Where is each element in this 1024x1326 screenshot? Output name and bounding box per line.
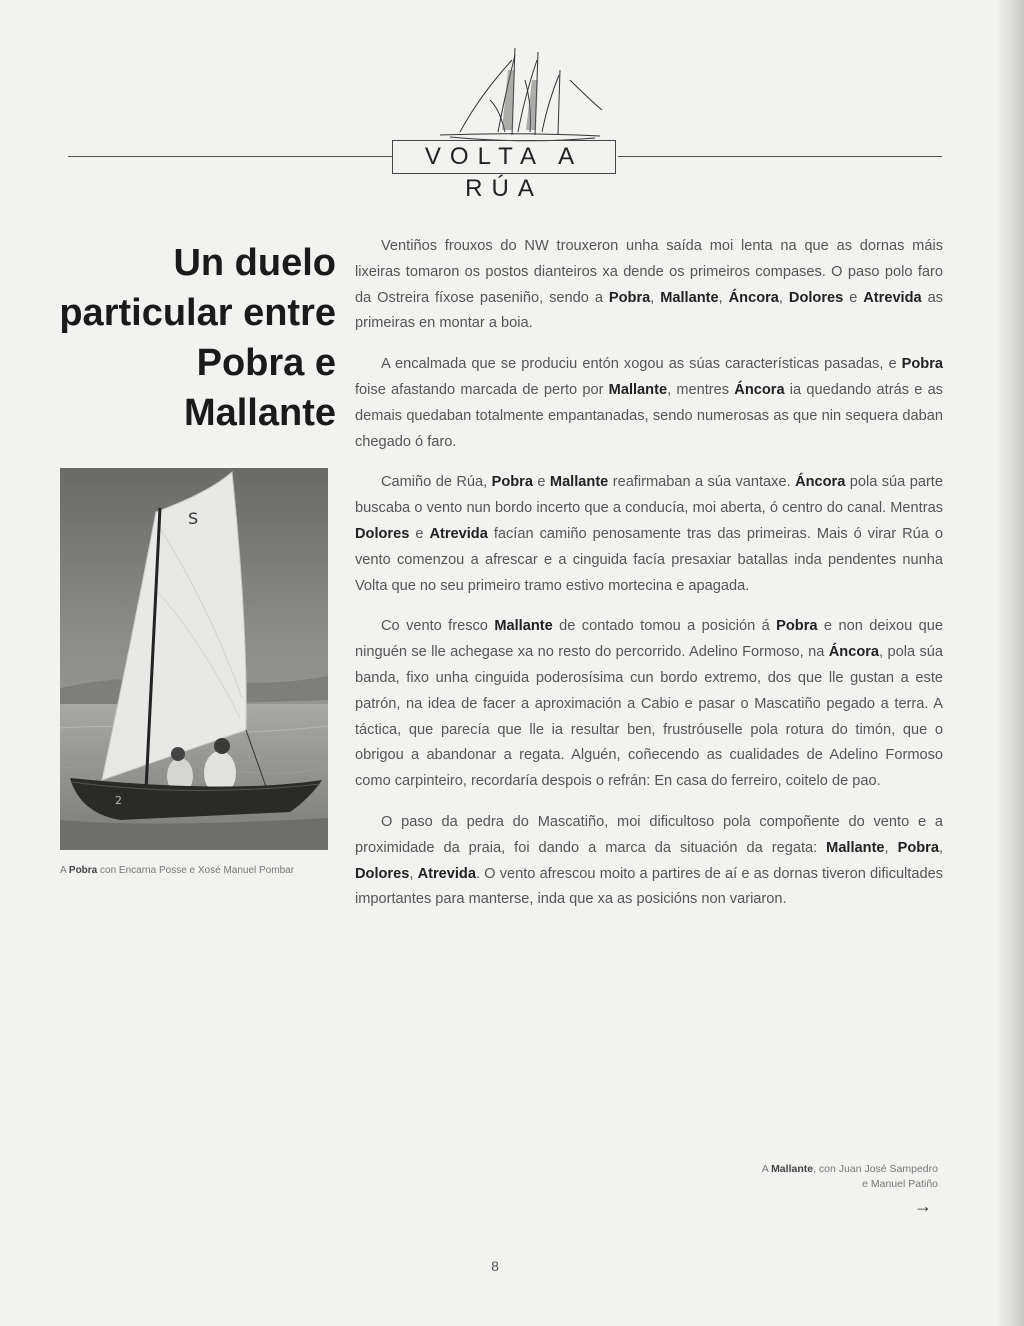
caption-prefix: A xyxy=(761,1163,769,1175)
boat-name: Dolores xyxy=(355,525,410,542)
paragraph-text: e xyxy=(409,525,430,542)
paragraph-text: . O vento afrescou moito a partires de aí e as dornas tiveron dificultades importantes para manterse, inda que xa as posicións non variaron. xyxy=(355,865,944,908)
paragraph-text: foise afastando marcada de perto por xyxy=(355,381,609,398)
paragraph-text: , xyxy=(718,289,729,306)
article-body xyxy=(355,234,943,928)
header-rule-right xyxy=(618,156,942,157)
paragraph-text: , xyxy=(409,865,418,882)
boat-name: Mallante xyxy=(608,381,668,398)
boat-name: Pobra xyxy=(776,618,818,635)
boat-name: Pobra xyxy=(897,839,939,856)
paragraph-text: , xyxy=(884,839,898,856)
paragraph-text: Camiño de Rúa, xyxy=(381,474,492,491)
boat-name: Mallante xyxy=(549,474,609,491)
paragraph-text: , xyxy=(778,289,789,306)
article-paragraph xyxy=(355,614,943,795)
article-paragraph xyxy=(355,234,943,337)
boat-name: Áncora xyxy=(828,644,880,661)
paragraph-text: Co vento fresco xyxy=(381,618,495,635)
boat-name: Mallante xyxy=(826,839,885,856)
paragraph-text: de contado tomou a posición á xyxy=(552,618,777,635)
boat-name: Dolores xyxy=(355,865,410,882)
header-rule-left xyxy=(68,156,392,157)
boat-name: Pobra xyxy=(491,474,533,491)
paragraph-text: , xyxy=(650,289,661,306)
photo-caption-prefix: A xyxy=(60,865,67,876)
boat-name: Dolores xyxy=(788,289,844,306)
boat-name: Atrevida xyxy=(863,289,922,306)
sailboat-logo-icon xyxy=(420,40,620,150)
paragraph-text: , mentres xyxy=(667,381,735,398)
paragraph-text: , xyxy=(938,839,944,856)
arrow-right-icon: → xyxy=(914,1196,932,1216)
boat-name: Mallante xyxy=(660,289,719,306)
boat-name: Atrevida xyxy=(417,865,476,882)
article-paragraph xyxy=(355,470,943,599)
paragraph-text: e xyxy=(843,289,864,306)
headline-line: Un duelo xyxy=(173,242,336,284)
paragraph-text: e non deixou que ninguén se lle achegase xa no resto do percorrido. Adelino Formoso, na xyxy=(355,618,943,661)
boat-name: Áncora xyxy=(728,289,779,306)
photo-caption-boat: Pobra xyxy=(68,865,98,876)
page-edge-shadow xyxy=(998,0,1024,1326)
photo-caption xyxy=(60,864,322,878)
paragraph-text: Ventiños frouxos do NW trouxeron unha saída moi lenta na que as dornas máis lixeiras tomaron os postos dianteiros xa dende os primeiros compases. O paso polo faro da Ostreira fíxose paseniño, sendo a xyxy=(355,238,943,306)
boat-name: Áncora xyxy=(734,381,785,398)
paragraph-text: facían camiño penosamente tras das primeiras. Mais ó virar Rúa o vento comenzou a afrescar e a cinguida facía presaxiar batallas inda pendentes nunha Volta que no seu primeiro tramo estivo mortecina e apagada. xyxy=(355,525,944,594)
boat-name: Mallante xyxy=(494,618,553,635)
photo-caption-text: con Encarna Posse e Xosé Manuel Pombar xyxy=(100,865,295,876)
caption-boat: Mallante xyxy=(771,1163,814,1175)
paragraph-text: O paso da pedra do Mascatiño, moi dificultoso pola compoñente do vento e a proximidade da praia, foi dando a marca da situación da regata: xyxy=(355,813,943,856)
paragraph-text: pola súa parte buscaba o vento nun bordo incerto que a conducía, moi aberta, ó centro do canal. Mentras xyxy=(355,474,943,517)
paragraph-text: A encalmada que se produciu entón xogou as súas características pasadas, e xyxy=(381,356,902,373)
article-paragraph xyxy=(355,810,943,913)
paragraph-text: , pola súa banda, fixo unha cinguida poderosísima cun bordo extremo, dos que lle gustan a este patrón, na idea de facer a aproximación a Cabio e pasar o Mascatiño pegado a terra. A táctica, que parecía que lle ia resultar ben, frustróuselle pola rotura do timón, que o obrigou a abandonar a regata. Alguén, coñecendo as cualidades de Adelino Formoso como carpinteiro, recordaría despois o refrán: En casa do ferreiro, coitelo de pao. xyxy=(355,644,943,790)
paragraph-text: as primeiras en montar a boia. xyxy=(355,289,944,332)
photo-caption-mallante xyxy=(760,1162,938,1192)
page-number: 8 xyxy=(491,1258,499,1274)
headline-line: Mallante xyxy=(183,392,336,434)
sailboat-photo xyxy=(60,468,328,850)
paragraph-text: ia quedando atrás e as demais quedaban totalmente empantanadas, sendo numerosas as que nin sequera daban chegado ó faro. xyxy=(355,381,943,450)
boat-name: Pobra xyxy=(901,356,943,373)
headline xyxy=(40,238,336,438)
boat-name: Áncora xyxy=(795,474,846,491)
headline-line: particular entre xyxy=(59,292,336,334)
boat-name: Pobra xyxy=(608,289,651,306)
paragraph-text: e xyxy=(532,474,550,491)
headline-line: Pobra e xyxy=(196,342,336,384)
boat-name: Atrevida xyxy=(429,525,488,542)
sail-mark-label: S xyxy=(188,509,199,528)
paragraph-text: reafirmaban a súa vantaxe. xyxy=(608,474,796,491)
article-paragraph xyxy=(355,352,943,455)
caption-text: , con Juan José Sampedro e Manuel Patiño xyxy=(813,1163,938,1190)
section-title: VOLTA A RÚA xyxy=(392,140,616,174)
hull-number-label: 2 xyxy=(115,794,122,807)
